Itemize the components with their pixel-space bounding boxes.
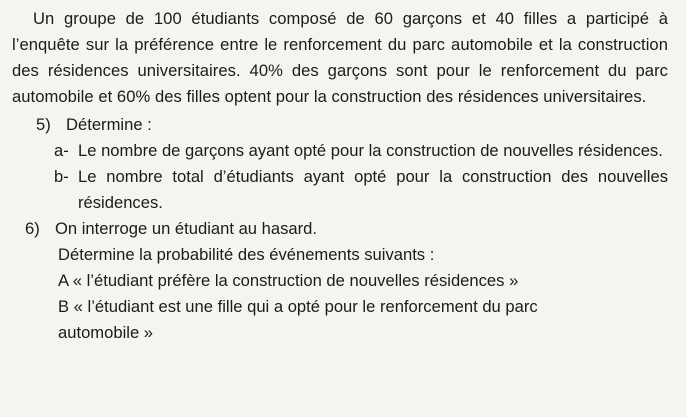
question-6-instruction: Détermine la probabilité des événements suivants :: [58, 245, 435, 264]
intro-paragraph: Un groupe de 100 étudiants composé de 60 garçons et 40 filles a participé à l’enquête sur la préférence entre le renforcement du parc automobile et la construction des résidences universitaires. 40% des garçons sont pour le renforcement du parc automobile et 60% des filles optent pour la construction des résidences universitaires.: [12, 9, 668, 106]
question-5-item-a: [12, 138, 668, 164]
item-a-label: a-: [54, 141, 69, 160]
question-6-title: On interroge un étudiant au hasard.: [55, 219, 317, 238]
event-b-line-1: B « l’étudiant est une fille qui a opté pour le renforcement du parc: [58, 297, 538, 316]
item-b-text: Le nombre total d’étudiants ayant opté pour la construction des nouvelles résidences.: [78, 167, 668, 212]
question-6: [12, 216, 668, 242]
question-5: [12, 112, 668, 138]
question-5-item-b: [12, 164, 668, 216]
event-a: A « l’étudiant préfère la construction de nouvelles résidences »: [58, 271, 519, 290]
event-b-line-2: automobile »: [58, 323, 154, 342]
item-b-label: b-: [54, 167, 69, 186]
item-a-text: Le nombre de garçons ayant opté pour la construction de nouvelles résidences.: [78, 141, 663, 160]
question-5-number: 5): [36, 115, 51, 134]
question-5-title: Détermine :: [66, 115, 152, 134]
question-6-number: 6): [25, 219, 40, 238]
